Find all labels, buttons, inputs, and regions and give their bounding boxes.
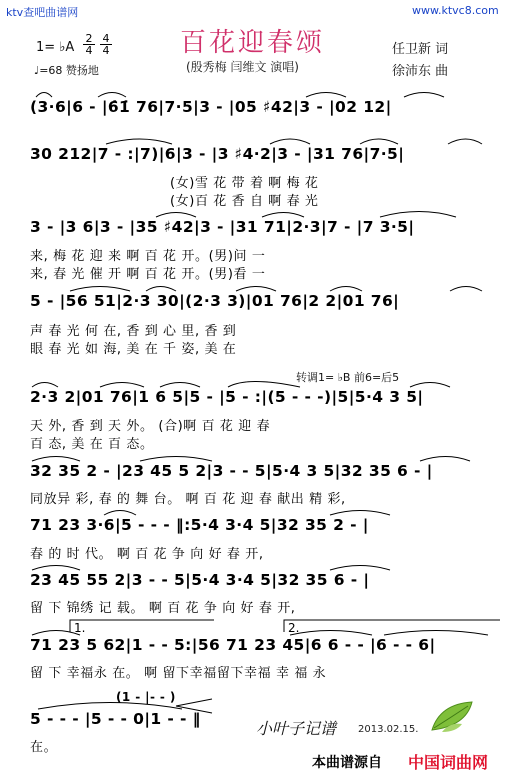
tie-mark	[98, 93, 126, 98]
time-sig-2-numerator: 4	[102, 32, 110, 45]
tie-mark	[404, 93, 444, 98]
score-line-9-lyric-1: 留 下 幸福永 在。 啊 留下幸福留下幸福 幸 福 永	[30, 666, 327, 681]
score-line-5-lyric-2: 百 态, 美 在 百 态。	[30, 437, 154, 452]
tie-mark	[380, 212, 456, 218]
score-line-10-upper-notes: (1 - |- - )	[116, 690, 176, 704]
tie-mark	[32, 566, 80, 571]
tie-mark	[262, 213, 304, 218]
volta-1-label: 1.	[74, 621, 86, 635]
score-line-4-lyric-1: 声 春 光 何 在, 香 到 心 里, 香 到	[30, 324, 237, 339]
score-line-10-notes: 5 - - - |5 - - 0|1 - - ‖	[30, 710, 201, 728]
lyricist: 任卫新 词	[392, 42, 449, 57]
source-brand: 中国词曲网	[408, 753, 489, 772]
tie-mark	[32, 457, 80, 462]
tie-mark	[70, 287, 130, 292]
tie-mark	[448, 139, 482, 144]
key-signature: 1= ♭A	[36, 40, 75, 55]
score-line-2-lyric-2: (女)百 花 香 自 啊 春 光	[170, 194, 319, 209]
tie-mark	[236, 287, 276, 292]
crescendo-mark	[176, 699, 212, 713]
volta-1-bracket	[70, 620, 214, 632]
tie-mark	[384, 631, 488, 636]
score-line-5-lyric-1: 天 外, 香 到 天 外。 (合)啊 百 花 迎 春	[30, 419, 271, 434]
tie-mark	[146, 287, 176, 292]
time-sig-2-denominator: 4	[100, 44, 112, 56]
score-line-2-lyric-1: (女)雪 花 带 着 啊 梅 花	[170, 176, 319, 191]
site-watermark-right: www.ktvc8.com	[412, 4, 499, 17]
score-line-3-lyric-2: 来, 春 光 催 开 啊 百 花 开。(男)看 一	[30, 267, 266, 282]
tie-mark	[360, 139, 398, 144]
score-line-6-lyric-1: 同放异 彩, 春 的 舞 台。 啊 百 花 迎 春 献出 精 彩,	[30, 492, 346, 507]
tie-mark	[32, 631, 80, 636]
tie-mark	[306, 93, 346, 98]
tie-mark	[156, 213, 196, 218]
tie-mark	[330, 511, 390, 516]
score-line-4-notes: 5 - |56 51|2·3 30|(2·3 3)|01 76|2 2|01 76|	[30, 292, 400, 310]
score-line-8-lyric-1: 留 下 锦绣 记 载。 啊 百 花 争 向 好 春 开,	[30, 601, 296, 616]
score-line-3-lyric-1: 来, 梅 花 迎 来 啊 百 花 开。(男)问 一	[30, 249, 266, 264]
tie-mark	[330, 566, 390, 571]
tie-mark	[36, 93, 52, 98]
tempo-marking: ♩=68 赞扬地	[34, 64, 99, 77]
score-line-10-lyric-1: 在。	[30, 740, 58, 755]
tie-mark	[290, 631, 372, 636]
tie-mark	[410, 383, 450, 388]
volta-2-label: 2.	[288, 621, 300, 635]
score-line-3-notes: 3 - |3 6|3 - |35 ♯42|3 - |31 71|2·3|7 - |7 3·5|	[30, 218, 415, 236]
score-line-6-notes: 32 35 2 - |23 45 5 2|3 - - 5|5·4 3 5|32 35 6 - |	[30, 462, 433, 480]
transcriber-signature: 小叶子记谱	[256, 719, 337, 738]
transcription-date: 2013.02.15.	[358, 724, 419, 735]
leaf-icon	[428, 698, 476, 734]
score-line-9-notes: 71 23 5 62|1 - - 5:|56 71 23 45|6 6 - - |6 - - 6|	[30, 636, 436, 654]
modulation-annotation: 转调1= ♭B 前6=后5	[296, 371, 400, 384]
score-line-5-notes: 2·3 2|01 76|1 6 5|5 - |5 - :|(5 - - -)|5|5·4 3 5|	[30, 388, 424, 406]
tie-mark	[104, 511, 136, 516]
time-sig-1-numerator: 2	[85, 32, 93, 45]
tie-mark	[38, 703, 182, 710]
score-line-7-notes: 71 23 3·6|5 - - - ‖:5·4 3·4 5|32 35 2 - |	[30, 516, 369, 534]
tie-mark	[160, 383, 200, 388]
performers: (殷秀梅 闫维文 演唱)	[186, 60, 299, 74]
tie-mark	[330, 287, 362, 292]
score-line-7-lyric-1: 春 的 时 代。 啊 百 花 争 向 好 春 开,	[30, 547, 264, 562]
song-title: 百花迎春颂	[180, 28, 326, 58]
composer: 徐沛东 曲	[392, 64, 449, 79]
tie-mark	[450, 287, 482, 292]
score-line-8-notes: 23 45 55 2|3 - - 5|5·4 3·4 5|32 35 6 - |	[30, 571, 370, 589]
tie-mark	[140, 457, 212, 462]
score-line-4-lyric-2: 眼 春 光 如 海, 美 在 千 姿, 美 在	[30, 342, 237, 357]
tie-mark	[270, 139, 310, 144]
site-watermark-left: ktv查吧曲谱网	[6, 6, 79, 19]
source-label: 本曲谱源自	[312, 755, 382, 771]
tie-mark	[100, 383, 144, 388]
tie-mark	[420, 457, 470, 462]
time-sig-1-denominator: 4	[83, 44, 95, 56]
tie-mark	[32, 383, 58, 388]
score-line-2-notes: 30 212|7 - :|7)|6|3 - |3 ♯4·2|3 - |31 76|7·5|	[30, 145, 405, 163]
tie-mark	[228, 382, 300, 388]
tie-mark	[106, 139, 172, 144]
volta-2-bracket	[284, 620, 500, 632]
score-line-1-notes: (3·6|6 - |6̇1̇ 76|7·5|3 - |05 ♯42|3 - |02 12|	[30, 98, 392, 116]
